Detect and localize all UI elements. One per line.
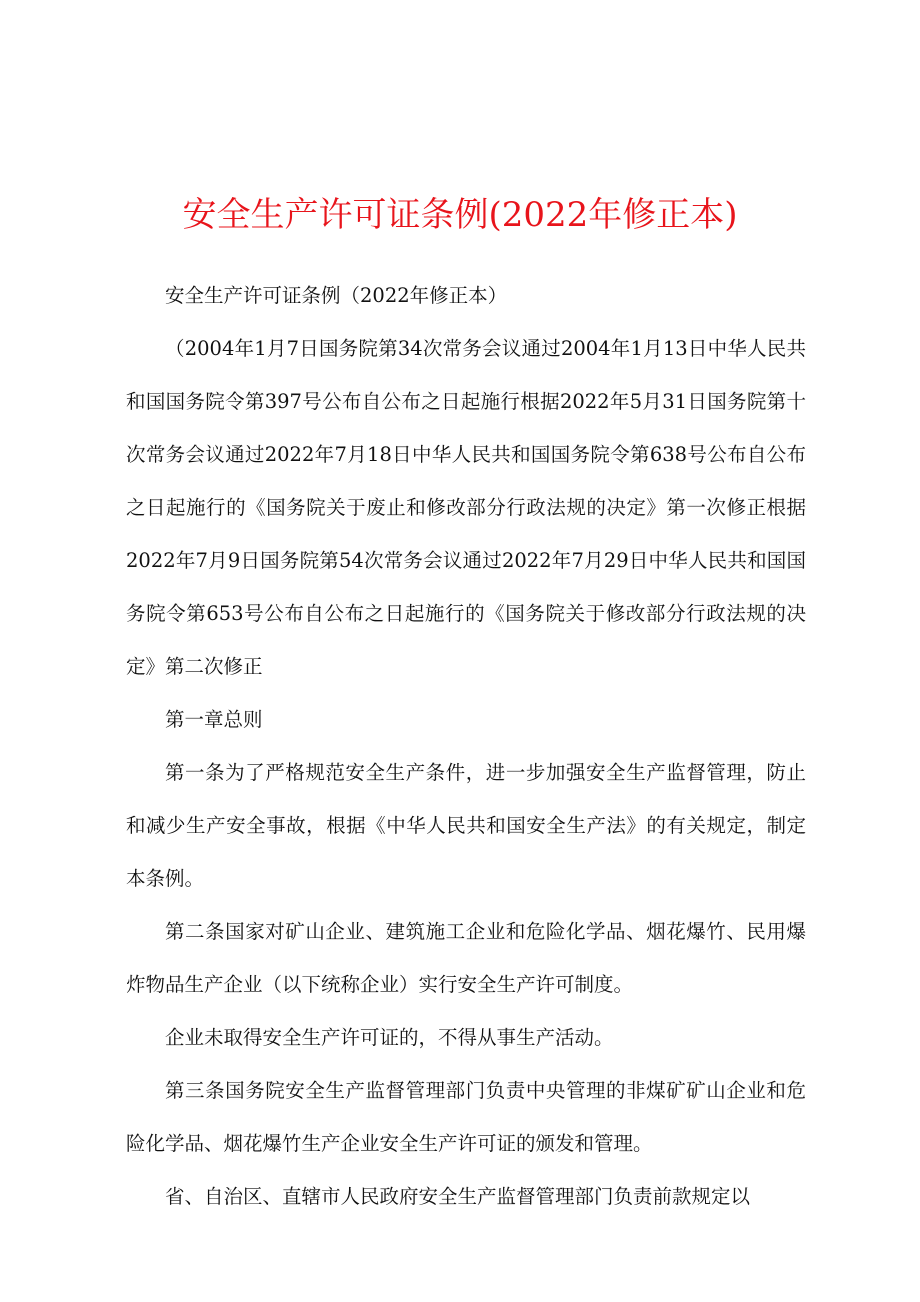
- article-2: 第二条国家对矿山企业、建筑施工企业和危险化学品、烟花爆竹、民用爆炸物品生产企业（以下统称企业）实行安全生产许可制度。: [126, 920, 806, 996]
- article-3-clause: 省、自治区、直辖市人民政府安全生产监督管理部门负责前款规定以: [165, 1185, 751, 1208]
- article-1: 第一条为了严格规范安全生产条件，进一步加强安全生产监督管理，防止和减少生产安全事故，根据《中华人民共和国安全生产法》的有关规定，制定本条例。: [126, 761, 806, 890]
- document-body: [126, 269, 806, 1223]
- article-2-clause: 企业未取得安全生产许可证的，不得从事生产活动。: [165, 1026, 614, 1049]
- paragraph-history-note: （2004年1月7日国务院第34次常务会议通过2004年1月13日中华人民共和国国务院令第397号公布自公布之日起施行根据2022年5月31日国务院第十次常务会议通过2022年7月18日中华人民共和国国务院令第638号公布自公布之日起施行的《国务院关于废止和修改部分行政法规的决定》第一次修正根据2022年7月9日国务院第54次常务会议通过2022年7月29日中华人民共和国国务院令第653号公布自公布之日起施行的《国务院关于修改部分行政法规的决定》第二次修正: [126, 337, 806, 678]
- article-3: 第三条国务院安全生产监督管理部门负责中央管理的非煤矿矿山企业和危险化学品、烟花爆竹生产企业安全生产许可证的颁发和管理。: [126, 1079, 806, 1155]
- chapter-heading: 第一章总则: [165, 708, 263, 731]
- paragraph-subtitle: 安全生产许可证条例（2022年修正本）: [165, 284, 508, 307]
- document-title: 安全生产许可证条例(2022年修正本): [182, 195, 738, 235]
